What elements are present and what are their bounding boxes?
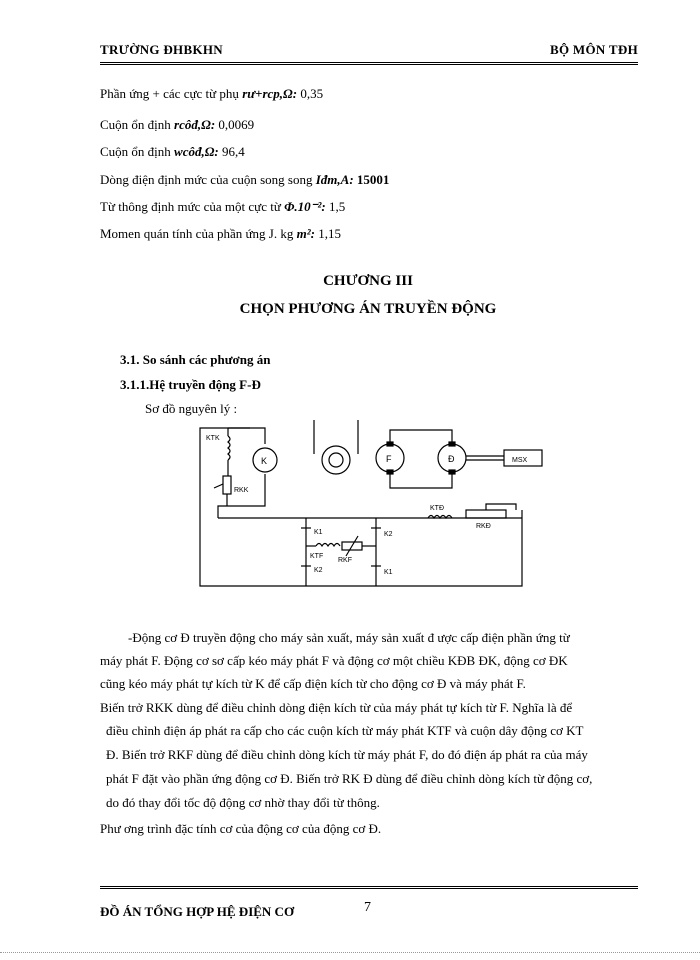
diagram-intro: Sơ đồ nguyên lý : [145,401,238,416]
param-symbol: Iđm,A: [315,172,354,187]
wire-k-top [228,428,265,444]
brush-d-top [449,442,455,446]
subsection-heading: 3.1.1.Hệ truyền động F-Đ [120,377,261,392]
label-f: F [386,454,392,464]
header-rule-bottom [100,64,638,65]
header-left: TRƯỜNG ĐHBKHN [100,42,223,57]
resistor-rkk [223,476,231,494]
page-number: 7 [364,900,371,915]
coil-ktf [316,544,340,547]
label-msx: MSX [512,457,528,464]
paragraph-line: -Động cơ Đ truyền động cho máy sản xuất, máy sản xuất đ ược cấp điện phần ứng từ [128,630,570,645]
param-row [100,117,254,133]
paragraph-line: Đ. Biến trở RKF dùng để điều chỉnh dòng kích từ máy phát F, do đó điện áp phát ra của máy [106,747,588,762]
label-k1-bottom: K1 [384,569,393,576]
header-rule-top [100,62,638,63]
wiper-rkk [214,484,223,488]
label-ktd: KTĐ [430,505,444,512]
param-value: 1,5 [329,199,346,214]
primemover-inner [329,453,343,467]
label-rkd: RKĐ [476,523,491,530]
paragraph-line: do đó thay đổi tốc độ động cơ nhờ thay đổi từ thông. [106,795,380,810]
param-symbol: rcôđ,Ω: [174,117,216,132]
param-row [100,172,389,188]
resistor-rkd [466,510,506,518]
label-k: K [261,456,268,466]
param-value: 0,0069 [218,117,255,132]
paragraph-line: máy phát F. Động cơ sơ cấp kéo máy phát F và động cơ một chiều KĐB ĐK, động cơ ĐK [100,653,568,668]
paragraph-line: Biến trở RKK dùng để điều chỉnh dòng điện kích từ của máy phát tự kích từ F. Nghĩa là để [100,700,573,715]
label-k2-top: K2 [384,531,393,538]
wire-f-d-bottom [390,474,452,488]
label-d: Đ [448,454,455,464]
wire-left-loop [200,428,522,586]
wiper-rkd [486,504,516,510]
page-break-line [0,952,700,953]
chapter-title: CHỌN PHƯƠNG ÁN TRUYỀN ĐỘNG [239,301,497,317]
paragraph-line: Phư ơng trình đặc tính cơ của động cơ của động cơ Đ. [100,821,382,836]
label-ktk: KTK [206,435,220,442]
wiper-rkf [346,536,358,556]
label-k1-top: K1 [314,529,323,536]
label-rkk: RKK [234,487,249,494]
footer-rule-bottom [100,888,638,889]
param-label: Cuộn ổn định [100,144,171,159]
footer-title: ĐỒ ÁN TỔNG HỢP HỆ ĐIỆN CƠ [100,904,295,919]
param-label: Từ thông định mức của một cực từ [100,199,281,214]
circuit-diagram [190,418,550,598]
footer-rule-top [100,886,638,887]
param-value: 1,15 [318,226,341,241]
param-value: 15001 [356,172,390,187]
coil-ktk [228,436,230,460]
param-symbol: m²: [296,226,315,241]
param-row [100,144,245,160]
param-symbol: Φ.10⁻²: [284,199,326,214]
param-symbol: wcôđ,Ω: [174,144,219,159]
paragraph-line: cũng kéo máy phát tự kích từ K để cấp điện kích từ cho động cơ Đ và máy phát F. [100,676,526,691]
param-symbol: rư+rcp,Ω: [242,86,298,101]
param-row [100,226,341,242]
label-rkf: RKF [338,557,352,564]
param-row [100,86,323,102]
param-label: Phần ứng + các cực từ phụ [100,86,239,101]
label-k2-bottom: K2 [314,567,323,574]
section-heading: 3.1. So sánh các phương án [120,352,271,367]
label-ktf: KTF [310,553,324,560]
param-label: Momen quán tính của phần ứng J. kg [100,226,294,241]
param-label: Dòng điện định mức của cuộn song song [100,172,313,187]
wire-k-bottom [218,474,265,518]
param-value: 96,4 [222,144,245,159]
param-value: 0,35 [300,86,324,101]
brush-d-bottom [449,470,455,474]
param-row [100,199,345,215]
paragraph-line: phát F đặt vào phần ứng động cơ Đ. Biến trở RK Đ dùng để điều chỉnh dòng kích từ động cơ, [106,771,593,786]
primemover-outer [322,446,350,474]
paragraph-line: điều chỉnh điện áp phát ra cấp cho các cuộn kích từ máy phát KTF và cuộn dây động cơ KT [106,723,584,738]
brush-f-bottom [387,470,393,474]
chapter-number: CHƯƠNG III [323,273,413,289]
brush-f-top [387,442,393,446]
header-right: BỘ MÔN TĐH [550,42,638,57]
param-label: Cuộn ổn định [100,117,171,132]
wire-f-d-top [390,430,452,442]
